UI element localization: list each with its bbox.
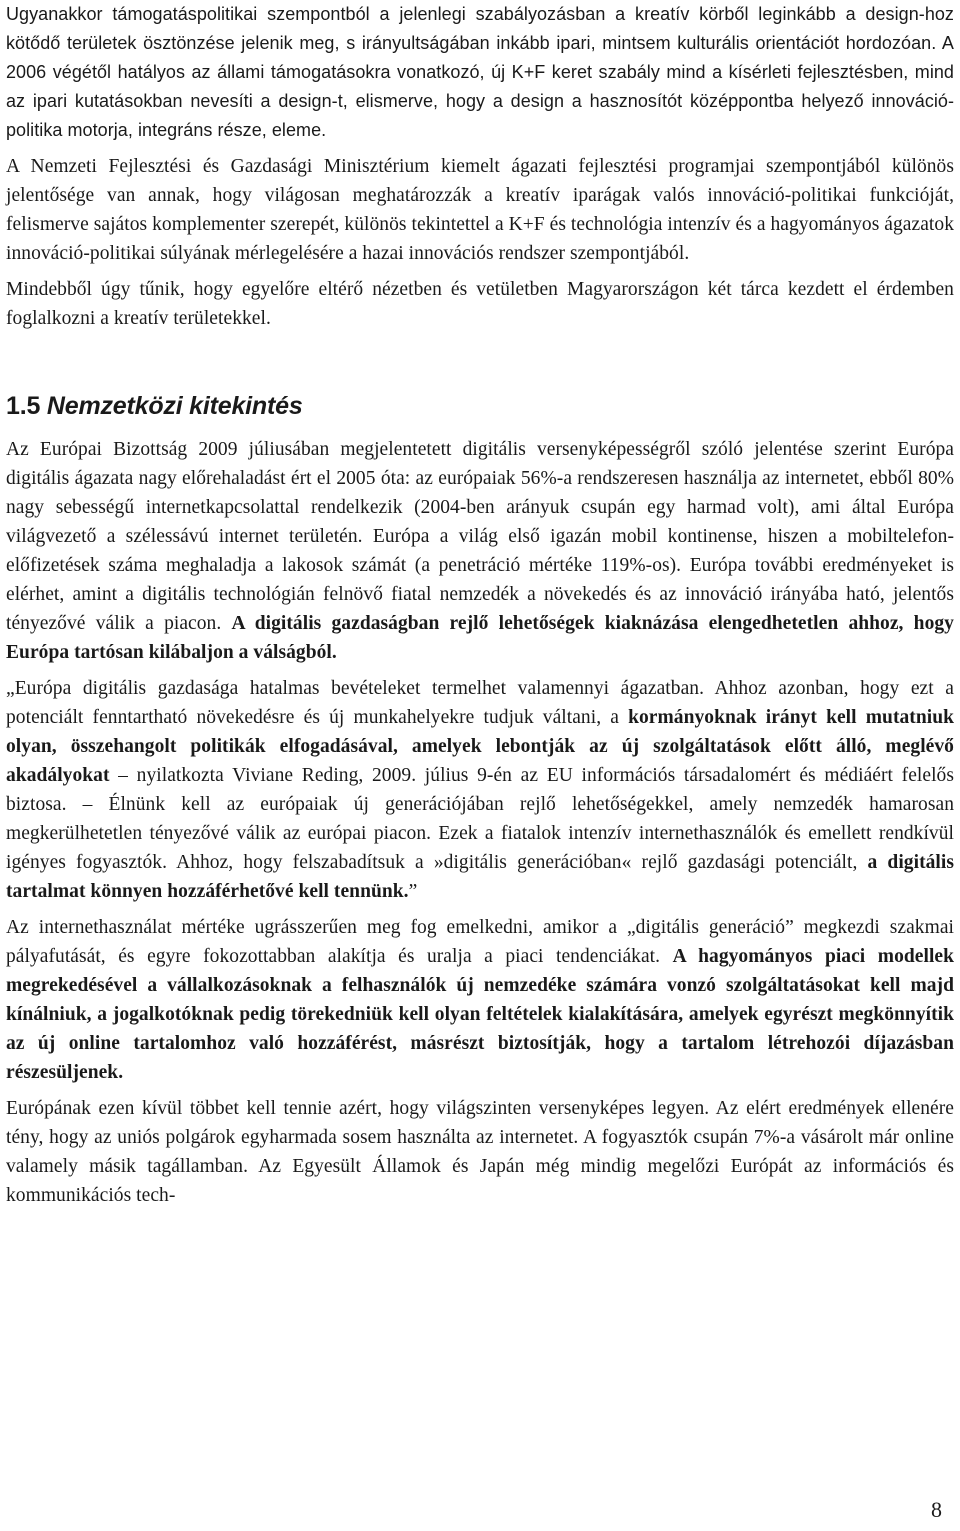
paragraph-ministry: A Nemzeti Fejlesztési és Gazdasági Minisztérium kiemelt ágazati fejlesztési programjai szempontjából különös jelentősége van annak, hogy világosan meghatározzák a kreatív iparágak valós innováció-politikai funkcióját, felismerve sajátos komplementer szerepét, különös tekintettel a K+F és technológia intenzív és a hagyományos ágazatok innováció-politikai súlyának mérlegelésére a hazai innovációs rendszer szempontjából.	[6, 156, 954, 264]
paragraph-digital-generation-text: Az internethasználat mértéke ugrásszerűen meg fog emelkedni, amikor a „digitális generáció” megkezdi szakmai pályafutását, és egyre fokozottabban alakítja és uralja a piaci tendenciákat.	[6, 917, 954, 967]
paragraph-digital-generation	[6, 913, 954, 1087]
document-page	[6, 0, 954, 1217]
paragraph-design-policy	[6, 0, 954, 145]
paragraph-eu-report-bold: A digitális gazdaságban rejlő lehetőségek kiaknázása elengedhetetlen ahhoz, hogy Európa tartósan kilábaljon a válságból.	[6, 613, 954, 663]
paragraph-design-policy-intro: Ugyanakkor támogatáspolitikai szempontból a jelenlegi szabályozásban a kreatív körből leginkább a design-hoz kötődő területek ösztönzése jelenik meg, s irányultságában inkább ipari, mintsem kulturális orientációt hordozóan.	[6, 4, 954, 53]
quote-close-mark: ”	[408, 881, 418, 902]
section-number: 1.5	[6, 392, 41, 420]
quote-bold-2: a digitális tartalmat könnyen hozzáférhetővé kell tennünk.	[6, 852, 954, 902]
section-heading	[6, 389, 954, 423]
quote-bold-1: kormányoknak irányt kell mutatniuk olyan, összehangolt politikák elfogadásával, amelyek lebontják az új szolgáltatások előtt álló, meglévő akadályokat	[6, 707, 954, 786]
paragraph-digital-generation-bold: A hagyományos piaci modellek megrekedésével a vállalkozásoknak a felhasználók új nemzedéke számára vonzó szolgáltatásokat kell majd kínálniuk, a jogalkotóknak pedig törekedniük kell olyan feltételek kialakítására, amelyek egyrészt megkönnyítik az új online tartalomhoz való hozzáférést, másrészt biztosítják, hogy a tartalom létrehozói díjazásban részesüljenek.	[6, 946, 955, 1083]
paragraph-eu-report-text: Az Európai Bizottság 2009 júliusában megjelentetett digitális versenyképességről szóló jelentése szerint Európa digitális ágazata nagy előrehaladást ért el 2005 óta: az európaiak 56%-a rendszeresen használja az internetet, ebből 80% nagy sebességű internetkapcsolattal rendelkezik (2004-ben arányuk csupán egy harmad volt), ami által Európa világvezető a szélessávú internet területén. Európa a világ első igazán mobil kontinense, hiszen a mobiltelefon-előfizetések száma meghaladja a lakosok számát (a penetráció mértéke 119%-os). Európa további eredményeket is elérhet, amint a digitális technológián felnövő fiatal nemzedék a növekedés és az innováció irányába ható, jelentős tényezővé válik a piacon.	[6, 439, 954, 634]
paragraph-reding-quote	[6, 674, 954, 906]
paragraph-two-ministries: Mindebből úgy tűnik, hogy egyelőre eltérő nézetben és vetületben Magyarországon két tárca kezdett el érdemben foglalkozni a kreatív területekkel.	[6, 279, 954, 329]
page-number: 8	[931, 1497, 942, 1522]
paragraph-design-policy-rest: A 2006 végétől hatályos az állami támogatásokra vonatkozó, új K+F keret szabály mind a kísérleti fejlesztésben, mind az ipari kutatásokban nevesíti a design-t, elismerve, hogy a design a hasznosítót középpontba helyező innovációpolitika motorja, integráns része, eleme.	[6, 33, 954, 140]
quote-part-1: „Európa digitális gazdasága hatalmas bevételeket termelhet valamennyi ágazatban. Ahhoz azonban, hogy ezt a potenciált fenntartható növekedésre és új munkahelyekre tudjuk váltani, a	[6, 678, 954, 728]
paragraph-competitiveness: Európának ezen kívül többet kell tennie azért, hogy világszinten versenyképes legyen. Az elért eredmények ellenére tény, hogy az uniós polgárok egyharmada sosem használta az internetet. A fogyasztók csupán 7%-a vásárolt már online valamely másik tagállamban. Az Egyesült Államok és Japán még mindig megelőzi Európát az információs és kommunikációs tech-	[6, 1098, 954, 1206]
section-title: Nemzetközi kitekintés	[40, 392, 303, 420]
paragraph-eu-report	[6, 435, 954, 667]
quote-part-2: – nyilatkozta Viviane Reding, 2009. július 9-én az EU információs társadalomért és médiáért felelős biztosa. – Élnünk kell az európaiak új generációjában rejlő lehetőségekkel, amely nemzedék hamarosan megkerülhetetlen tényezővé válik az európai piacon. Ezek a fiatalok intenzív internethasználók és emellett rendkívül igényes fogyasztók. Ahhoz, hogy felszabadítsuk a »digitális generációban« rejlő gazdasági potenciált,	[6, 765, 954, 873]
